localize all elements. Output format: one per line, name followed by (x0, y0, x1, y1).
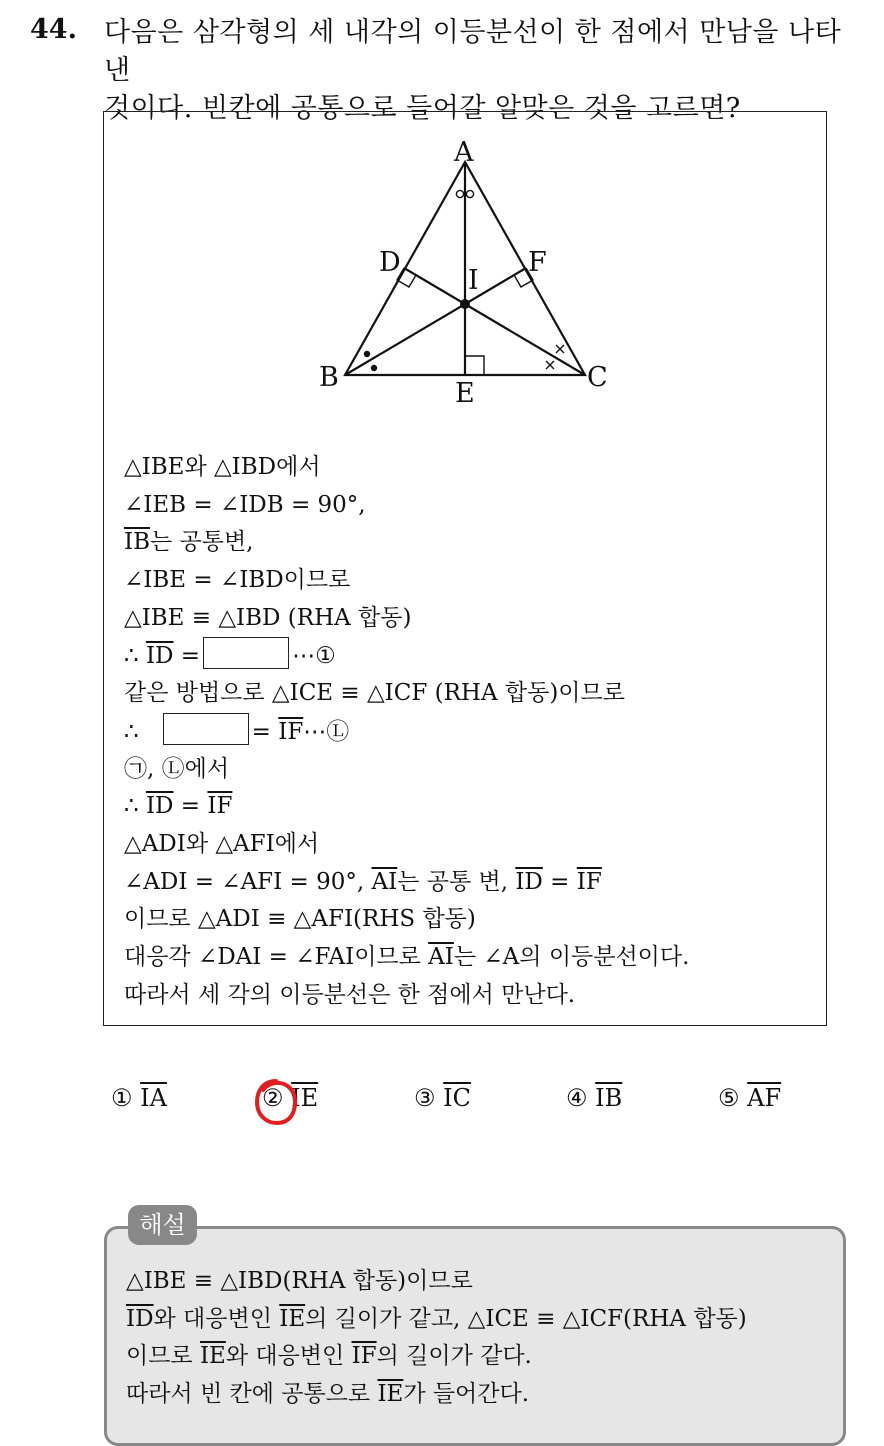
choice-4[interactable] (566, 1084, 622, 1112)
angle-mark-c-lower (546, 361, 554, 369)
text-span: $\overline{IE}$ (291, 1084, 319, 1112)
proof-line-2 (124, 487, 689, 525)
text-span: $\overline{IB}$ (124, 529, 150, 556)
text-span: $\overline{IB}$ (595, 1084, 623, 1112)
text-span: 와 대응변인 (153, 1305, 280, 1332)
text-span: 는 공통 변, (397, 868, 516, 895)
text-span: △IBE ≡ △IBD (RHA 합동) (124, 604, 412, 631)
text-span: 의 길이가 같다. (376, 1343, 532, 1369)
proof-line-10 (124, 788, 689, 826)
text-span: = (251, 718, 279, 745)
blank-box-2 (163, 713, 249, 745)
text-span: ① (111, 1084, 133, 1112)
text-span: ⑤ (718, 1084, 740, 1112)
text-span: ∴ (124, 793, 146, 820)
text-span: ④ (566, 1084, 588, 1112)
proof-line-5 (124, 600, 689, 638)
right-angle-e (465, 356, 484, 375)
proof-line-7 (124, 675, 689, 713)
question-line-1: 다음은 삼각형의 세 내각의 이등분선이 한 점에서 만남을 나타낸 (104, 17, 842, 86)
text-span: $\overline{IF}$ (351, 1343, 377, 1369)
angle-mark-b-upper (364, 351, 370, 357)
text-span: ⋯Ⓛ (303, 718, 350, 745)
label-a: A (454, 137, 474, 168)
proof-line-15 (124, 977, 689, 1015)
proof-line-14 (124, 939, 689, 977)
label-f: F (528, 247, 547, 278)
text-span: = (173, 793, 208, 820)
blank-box-1 (203, 637, 289, 669)
triangle-diagram (310, 125, 620, 410)
proof-text (124, 449, 689, 1014)
question-number: 44. (30, 14, 77, 45)
explanation-line-2 (126, 1301, 747, 1339)
text-span: △ADI와 △AFI에서 (124, 830, 320, 857)
proof-line-9 (124, 751, 689, 789)
label-c: C (587, 362, 608, 393)
explanation-line-4 (126, 1376, 747, 1414)
angle-mark-c-upper (556, 345, 564, 353)
text-span: $\overline{IF}$ (576, 868, 602, 895)
text-span: = (542, 868, 577, 895)
explanation-line-3 (126, 1338, 747, 1376)
text-span: = (173, 643, 201, 670)
text-span: 이므로 △ADI ≡ △AFI(RHS 합동) (124, 906, 476, 933)
text-span: ∴ (124, 643, 146, 670)
text-span: ㉠, Ⓛ에서 (124, 755, 230, 782)
segment-bf (345, 268, 526, 375)
angle-mark-a-right (466, 190, 473, 197)
proof-line-1 (124, 449, 689, 487)
text-span: ∴ (124, 718, 139, 745)
text-span: $\overline{IE}$ (377, 1380, 404, 1407)
text-span: 대응각 ∠DAI = ∠FAI이므로 (124, 943, 429, 970)
choice-3[interactable] (414, 1084, 471, 1112)
text-span: $\overline{IE}$ (199, 1343, 226, 1369)
text-span: ⋯① (292, 643, 336, 670)
text-span: 따라서 세 각의 이등분선은 한 점에서 만난다. (124, 981, 576, 1008)
text-span: ③ (414, 1084, 436, 1112)
incenter-point (460, 299, 470, 309)
text-span: 이므로 (126, 1343, 200, 1369)
text-span: ∠IEB = ∠IDB = 90°, (124, 491, 366, 518)
text-span: 가 들어간다. (403, 1380, 530, 1407)
label-e: E (455, 378, 475, 409)
text-span: $\overline{ID}$ (145, 793, 174, 820)
explanation-line-1 (126, 1263, 747, 1301)
choice-5[interactable] (718, 1084, 781, 1112)
text-span: $\overline{ID}$ (145, 643, 174, 670)
label-i: I (468, 265, 479, 296)
text-span: $\overline{AI}$ (371, 868, 398, 895)
selected-answer-circle (253, 1077, 299, 1127)
text-span: △IBE와 △IBD에서 (124, 454, 321, 480)
explanation-tag: 해설 (128, 1205, 197, 1245)
text-span: ∠IBE = ∠IBD이므로 (124, 567, 351, 594)
proof-line-11 (124, 826, 689, 864)
label-d: D (379, 247, 401, 278)
segment-cd (404, 268, 585, 375)
text-span: $\overline{AI}$ (428, 943, 454, 970)
text-span: 와 대응변인 (225, 1343, 352, 1369)
text-span: $\overline{IF}$ (278, 718, 304, 745)
text-span: △IBE ≡ △IBD(RHA 합동)이므로 (126, 1268, 473, 1294)
text-span: ∠ADI = ∠AFI = 90°, (124, 868, 372, 895)
text-span: 따라서 빈 칸에 공통으로 (126, 1380, 378, 1407)
text-span: $\overline{ID}$ (515, 868, 543, 895)
label-b: B (319, 362, 339, 393)
proof-line-3 (124, 524, 689, 562)
text-span: $\overline{IF}$ (207, 793, 233, 820)
text-span: 같은 방법으로 △ICE ≡ △ICF (RHA 합동)이므로 (124, 680, 625, 707)
text-span: ② (262, 1084, 284, 1112)
text-span: $\overline{ID}$ (126, 1305, 154, 1332)
proof-line-6 (124, 637, 689, 675)
explanation-text (126, 1263, 747, 1413)
text-span: $\overline{IE}$ (279, 1305, 306, 1332)
text-span: $\overline{AF}$ (747, 1084, 782, 1112)
text-span: 의 길이가 같고, △ICE ≡ △ICF(RHA 합동) (305, 1305, 747, 1332)
proof-line-13 (124, 901, 689, 939)
text-span: $\overline{IA}$ (140, 1084, 167, 1112)
choice-1[interactable] (111, 1084, 167, 1112)
proof-line-4 (124, 562, 689, 600)
proof-line-12 (124, 864, 689, 902)
text-span: 는 ∠A의 이등분선이다. (453, 943, 690, 970)
angle-mark-a-left (456, 190, 463, 197)
angle-mark-b-lower (371, 365, 377, 371)
text-span: 는 공통변, (150, 529, 254, 556)
text-span: $\overline{IC}$ (443, 1084, 471, 1112)
question-line-2: 것이다. 빈칸에 공통으로 들어갈 알맞은 것을 고르면? (104, 93, 741, 124)
proof-line-8 (124, 713, 689, 751)
